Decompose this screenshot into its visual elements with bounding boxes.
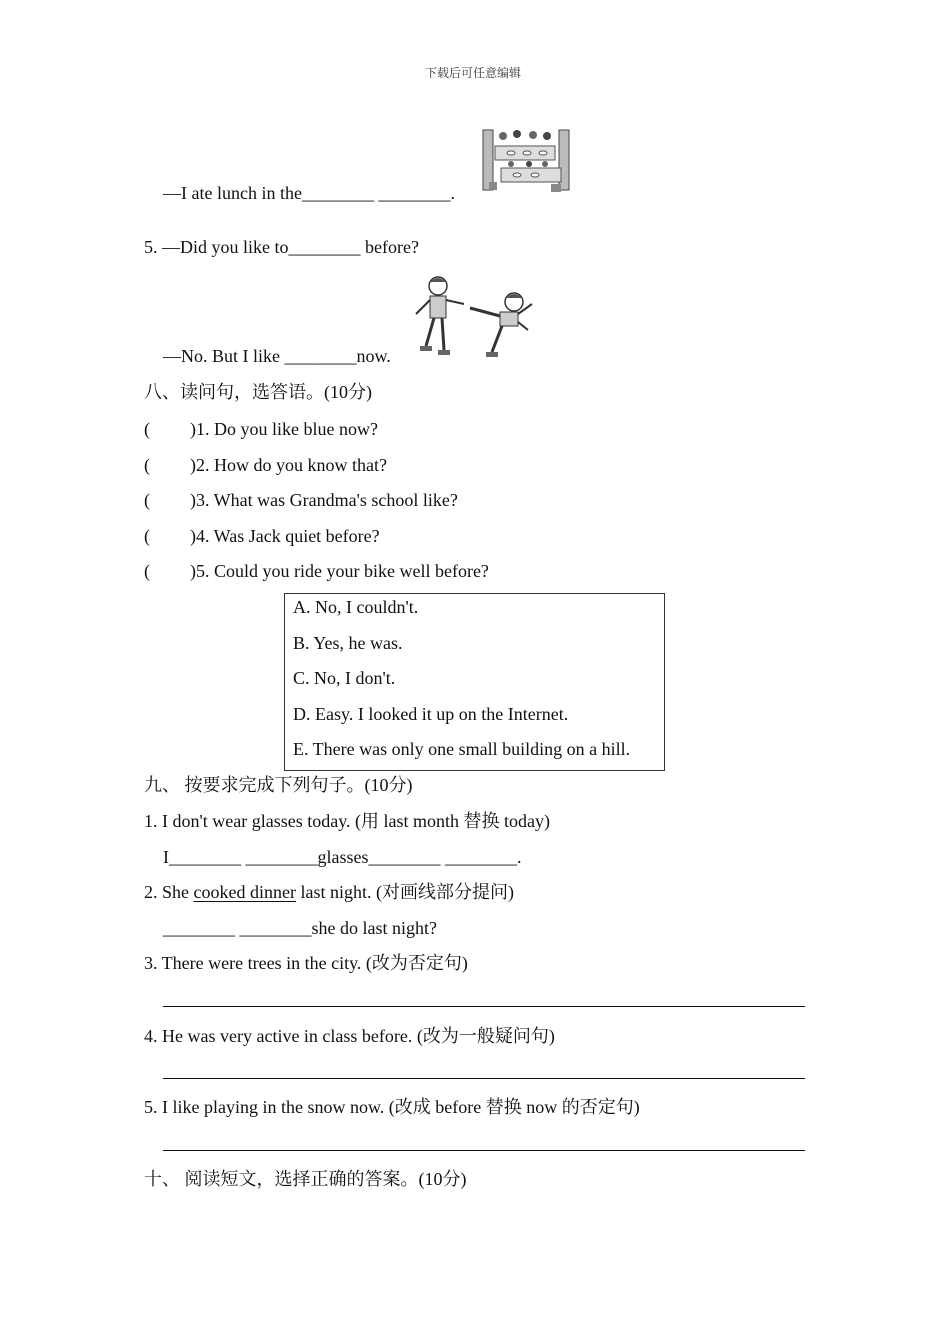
section8-title: 八、读问句，选答语。(10分) xyxy=(144,382,372,402)
section9-q4: 4. He was very active in class before. (改为一般疑问句) xyxy=(144,1026,555,1046)
section8-item-1 xyxy=(144,420,378,438)
option-e: E. There was only one small building on a hill. xyxy=(293,739,631,759)
answer-paren-open: ( xyxy=(144,526,150,546)
q5-answer-line: —No. But I like ________now. xyxy=(163,346,391,366)
canteen-image xyxy=(481,126,571,194)
section8-item-4 xyxy=(144,527,380,545)
section9-q2 xyxy=(144,883,514,901)
skating-kids-image xyxy=(412,274,536,360)
section10-title: 十、 阅读短文，选择正确的答案。(10分) xyxy=(144,1169,467,1189)
page-header-note: 下载后可任意编辑 xyxy=(425,66,522,80)
answer-paren-open: ( xyxy=(144,419,150,439)
section9-q1-answer: I________ ________glasses________ ________. xyxy=(163,847,522,867)
section9-q3: 3. There were trees in the city. (改为否定句) xyxy=(144,953,468,973)
q2-pre: 2. She xyxy=(144,882,194,902)
section8-item-2 xyxy=(144,456,387,474)
option-d: D. Easy. I looked it up on the Internet. xyxy=(293,704,569,724)
section9-q2-answer: ________ ________she do last night? xyxy=(163,918,437,938)
item-question: )3. What was Grandma's school like? xyxy=(190,490,458,510)
item-question: )1. Do you like blue now? xyxy=(190,419,378,439)
section9-q5: 5. I like playing in the snow now. (改成 before 替换 now 的否定句) xyxy=(144,1097,640,1117)
answer-line-q5[interactable] xyxy=(163,1150,805,1151)
section9-q1: 1. I don't wear glasses today. (用 last month 替换 today) xyxy=(144,811,551,831)
item-question: )4. Was Jack quiet before? xyxy=(190,526,380,546)
option-b: B. Yes, he was. xyxy=(293,633,403,653)
q4-answer-line: —I ate lunch in the________ ________. xyxy=(163,183,455,203)
section9-title: 九、 按要求完成下列句子。(10分) xyxy=(144,775,413,795)
answer-line-q4[interactable] xyxy=(163,1078,805,1079)
answer-paren-open: ( xyxy=(144,561,150,581)
answer-paren-open: ( xyxy=(144,490,150,510)
item-question: )5. Could you ride your bike well before? xyxy=(190,561,489,581)
option-a: A. No, I couldn't. xyxy=(293,597,419,617)
option-c: C. No, I don't. xyxy=(293,668,396,688)
q2-post: last night. (对画线部分提问) xyxy=(295,882,514,902)
q2-underlined: cooked dinner xyxy=(193,882,296,902)
answer-line-q3[interactable] xyxy=(163,1006,805,1007)
section8-item-5 xyxy=(144,562,489,580)
item-question: )2. How do you know that? xyxy=(190,455,387,475)
section8-item-3 xyxy=(144,491,458,509)
q5-question: 5. —Did you like to________ before? xyxy=(144,237,419,257)
answer-paren-open: ( xyxy=(144,455,150,475)
